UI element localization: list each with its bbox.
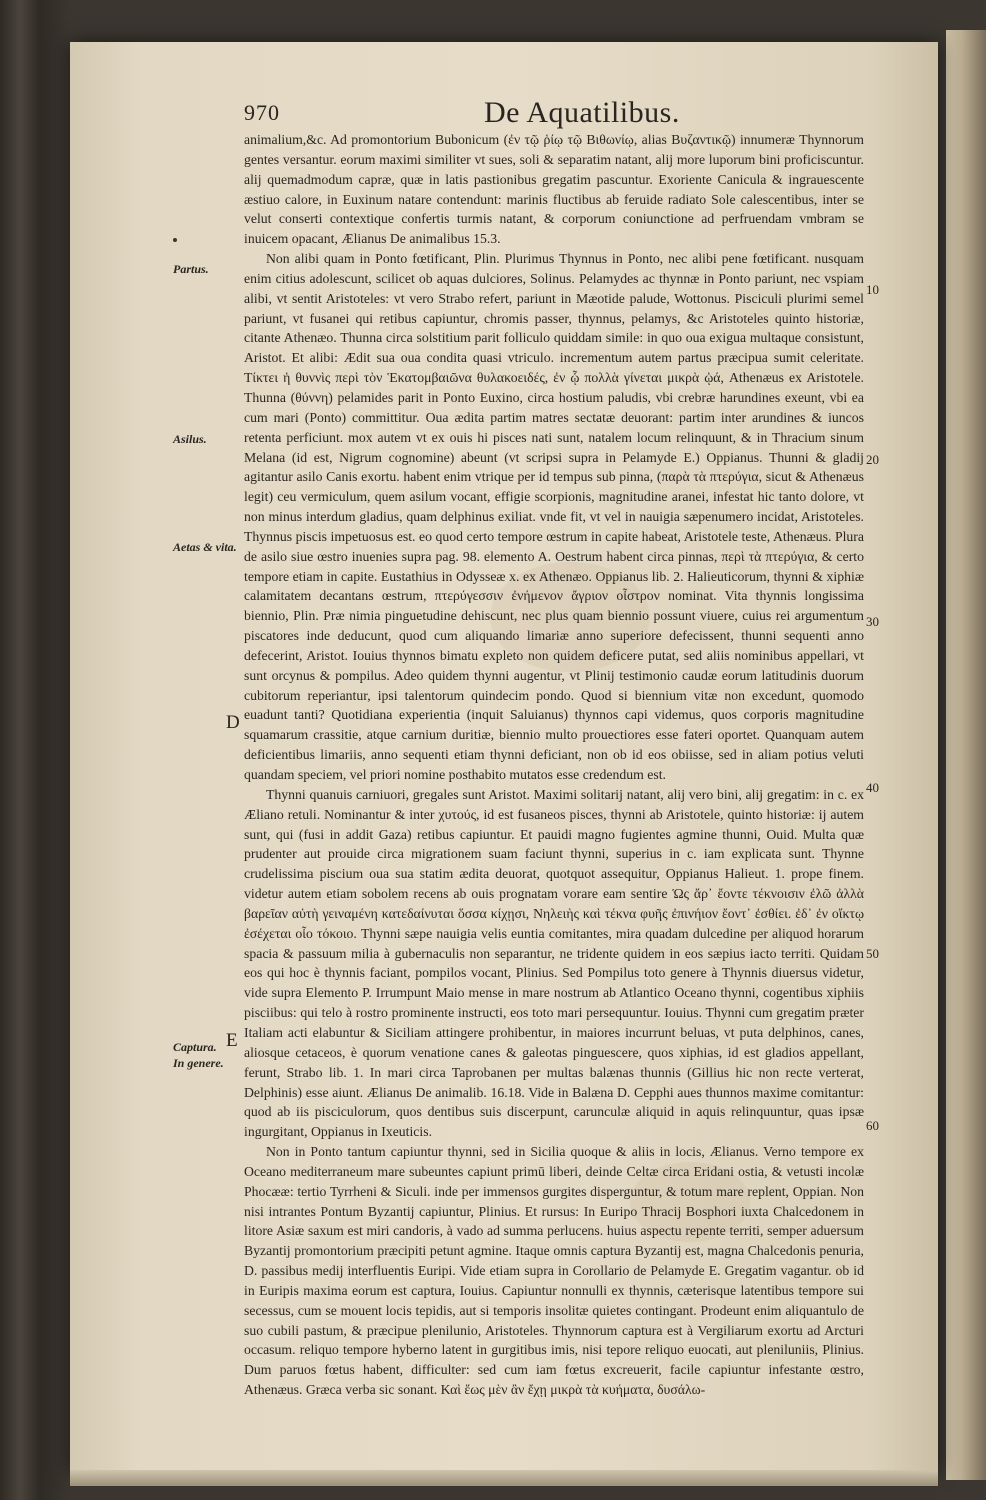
margin-note-captura: Captura. [173,1040,217,1054]
paragraph: Non in Ponto tantum capiuntur thynni, sed in Sicilia quoque & aliis in locis, Ælianus. Verno tempore ex Oceano mediterraneum mare subeuntes capiunt primū liberi, deinde Celtæ circa Eridani ostia, & vetusti incolæ Phocææ: tertio Tyrrheni & Siculi. inde per immensos gurgites disperguntur, & totum mare replent, Oppian. Non nisi intrantes Pontum Byzantij capiuntur, Plinius. Et rursus: In Euripo Thracij Bosphori iuxta Chalcedonem in litore Asiæ saxum est miri candoris, à vado ad summa perlucens. huius aspectu repente territi, semper aduersum Byzantij promontorium præcipiti petunt agmine. Itaque omnis captura Byzantij est, magna Chalcedonis penuria, D. passibus medij interfluentis Euripi. Vide etiam supra in Corollario de Pelamyde E. Gregatim vagantur. ob id in Euripis maxima eorum est captura, Iouius. Capiuntur nonnulli ex thynnis, cæterisque latentibus tempore sui secessus, cum se mouent locis tepidis, aut si temporis insolitæ quietes contingant. Prodeunt enim aliquantulo de suo cubili pastum, & præcipue plenilunio, Aristoteles. Thynnorum captura est à Vergiliarum exortu ad Arcturi occasum. reliquo tempore hyberno latent in gurgitibus imis, nisi tepore reliquo euocati, aut pleniluniis, Plinius. Dum paruos fœtus habent, difficulter: sed cum iam fœtus excreuerit, facile capiuntur infestante œstro, Athenæus. Græca verba sic sonant. Καὶ ἕως μὲν ἂν ἔχῃ μικρὰ τὰ κυήματα, δυσάλω- [244,1144,864,1398]
page-header [244,96,864,130]
paragraph: Thynni quanuis carniuori, gregales sunt Aristot. Maximi solitarij natant, alij vero bini, alij gregatim: in c. ex Æliano retuli. Nominantur & inter χυτούς, id est fusaneos pisces, thynni ab Aristotele, quinto historiæ: ij autem sunt, qui (fusi in addit Gaza) retibus capiuntur. Et pauidi magno fugientes agmine thunni, Ouid. Multa quæ prudenter aut prouide circa migrationem suam faciunt thynni, superius in c. iam explicata sunt. Thynne crudelissima piscium oua sua statim ædita deuorat, quotquot assequitur, Oppianus Halieut. 1. prope finem. videtur autem etiam sobolem recens ab ouis prognatam vorare eam sentire Ὡς ἄρ᾽ ἔοντε τέκνοισιν ἐλῶ ἀλλὰ βαρεῖαν αὐτὴ γειναμένη κατεδαίνυται ὅσσα κίχῃσι, Νηλειὴς καὶ τέκνα φυῆς ἐπινήιον ἔοντ᾽ ἐσθίει. ἐδ᾽ ἐν οἴκτῳ ἐσέχεται οἷο τόκοιο. Thynni sæpe nauigia velis euntia comitantes, mira quadam dulcedine per aliquod horarum spacia & passuum milia à gubernaculis non separantur, ne tridente quidem in eos sæpius iacto territi. Quidam eos qui hoc è thynnis faciant, pompilos vocant, Plinius. Sed Pompilus toto genere à Thynnis diuersus videtur, vide supra Elemento P. Irrumpunt Maio mense in mare nostrum ab Atlantico Oceano thynni, cogentibus xiphiis pisciibus: qui telo à rostro prominente instructi, eos toto mari persequuntur. Iouius. Thynni cum gregatim præter Italiam acti elabuntur & Siciliam attingere prohibentur, in maiores incurrunt beluas, vt puta delphinos, canes, aliosque cetaceos, è quorum venatione canes & galeotas pinguescere, quos xiphias, id est gladios appellant, ferunt, Strabo lib. 1. In mari circa Taprobanen per multas balænas thunnis (Gillius hic non recte verterat, Delphinis) esse aiunt. Ælianus De animalib. 16.18. Vide in Balæna D. Cepphi aues thunnos maxime comitantur: quod ab iis pisciculorum, quos dentibus suis discerpunt, carunculæ aliquid in aquis relinquuntur, quas ipsæ ingurgitant, Oppianus in Ixeuticis. [244,786,864,1140]
folio-number: 970 [244,100,280,125]
margin-note-aetas: Aetas & vita. [173,540,237,554]
line-number: 40 [866,780,879,795]
paragraph: animalium,&c. Ad promontorium Bubonicum (ἐν τῷ ῥίῳ τῷ Βιθωνίῳ, alias Βυζαντικῷ) innumeræ Thynnorum gentes versantur. eorum maximi similiter vt sues, soli & separatim natant, alij more luporum bini proficiscuntur. alij quemadmodum capræ, quæ in latis pastionibus gregatim pascuntur. Exoriente Canicula & ingrauescente æstiuo calore, in Euxinum natare contendunt: marinis fluctibus ab feruide radiato Sole calescentibus, inter se velut conserti contextique confertis turmis natant, & corporum coniunctione ad perfruendam vmbram se inuicem opacant, Ælianus De animalibus 15.3. [244,132,864,247]
margin-note-in-genere: In genere. [173,1056,224,1070]
margin-note-asilus: Asilus. [173,432,207,446]
line-number: 50 [866,946,879,961]
running-title: De Aquatilibus. [484,96,680,129]
page-edge-bottom [70,1470,938,1486]
margin-note-partus: Partus. [173,262,209,276]
line-number: 20 [866,452,879,467]
section-letter-d: D [226,712,240,733]
line-number: 30 [866,614,879,629]
paragraph: Non alibi quam in Ponto fœtificant, Plin. Plurimus Thynnus in Ponto, nec alibi pene fœtificant. nusquam enim citius adolescunt, scilicet ob aquas dulciores, Solinus. Pelamydes ac thynnæ in Ponto pariunt, nec vspiam alibi, vt sentit Aristoteles: vt vero Strabo refert, pariunt in Mæotide palude, Wottonus. Pisciculi plurimi semel pariunt, vt fusanei qui retibus capiuntur, chromis passer, thynnus, pelamys, &c Aristoteles quinto historiæ, citante Athenæo. Thunna circa solstitium parit folliculo quiddam simile: in quo oua exigua multaque consistunt, Aristot. Et alibi: Ædit sua oua condita quasi vtriculo. incrementum autem partus præcipua sumit celeritate. Τίκτει ἡ θυννὶς περὶ τὸν Ἑκατομβαιῶνα θυλακοειδές, ἐν ᾧ πολλὰ γίνεται μικρὰ ᾠά, Athenæus ex Aristotele. Thunna (θύννη) pelamides parit in Ponto Euxino, circa hostium paludis, vbi crebræ harundines exeunt, vbi ea cum mari (Ponto) committitur. Oua ædita partim matres sectatæ deuorant: partim inter arundines & iuncos retenta perficiunt. mox autem vt ex ouis hi pisces nati sunt, natalem locum relinquunt, & in Thracium sinum Melana (id est, Nigrum cognomine) abeunt (vt scripsi supra in Pelamyde E.) Oppianus. Thunni & gladij agitantur asilo Canis exortu. habent enim vtrique per id tempus sub pinna, (παρὰ τὰ πτερύγια, sicut & Athenæus legit) ceu vermiculum, quem asilum vocant, effigie scorpionis, magnitudine aranei, infestat hic tanto dolore, vt non minus interdum gladius, quam delphinus exiliat. vnde fit, vt vel in nauigia sæpenumero incidat, Aristoteles. Thynnus piscis impetuosus est. eo quod certo tempore œstrum in capite habeat, Aristotele teste, Athenæus. Plura de asilo siue œstro inuenies supra pag. 98. elemento A. Oestrum habent circa pinnas, περὶ τὰ πτερύγια, & certo tempore etiam in capite. Eustathius in Odysseæ x. ex Athenæo. Oppianus lib. 2. Halieuticorum, thynni & xiphiæ calamitatem decantans œstrum, πτερύγεσσιν ἐνήμενον ἄγριον οἶστρον nominat. Vita thynnis longissima biennio, Plin. Præ nimia pinguetudine dehiscunt, nec plus quam biennio possunt viuere, cuius rei argumentum piscatores inde deducunt, quod cum aliquando limariæ anno superiore defecissent, thunni sequenti anno defecerint, Aristot. Iouius thynnos bimatu expleto non quidem deficere putat, sed aliis nominibus appellari, vt sunt orcynus & pompilus. Adeo quidem thynni augentur, vt Plinij testimonio caudæ eorum latitudinis duorum cubitorum reperiantur, ipsi talentorum quindecim pondo. Quod si biennium vitæ non excedunt, quomodo euadunt tanti? Quotidiana experientia (inquit Saluianus) thynnos capi videmus, quos corporis magnitudine squamarum crassitie, atque carnium duritiæ, biennio multo prouectiores esse fateri oportet. Quanquam autem deficientibus limariis, anno sequenti etiam thynni deficiant, non ob id eos obiisse, sed in aliam potius veluti quandam speciem, vel priori nomine posthabito mutatos esse credendum est. [244,251,864,782]
margin-dot [173,238,177,242]
main-text-column [244,130,864,1400]
page-edge-right [946,30,986,1480]
line-number: 60 [866,1118,879,1133]
section-letter-e: E [226,1030,238,1051]
line-number: 10 [866,282,879,297]
